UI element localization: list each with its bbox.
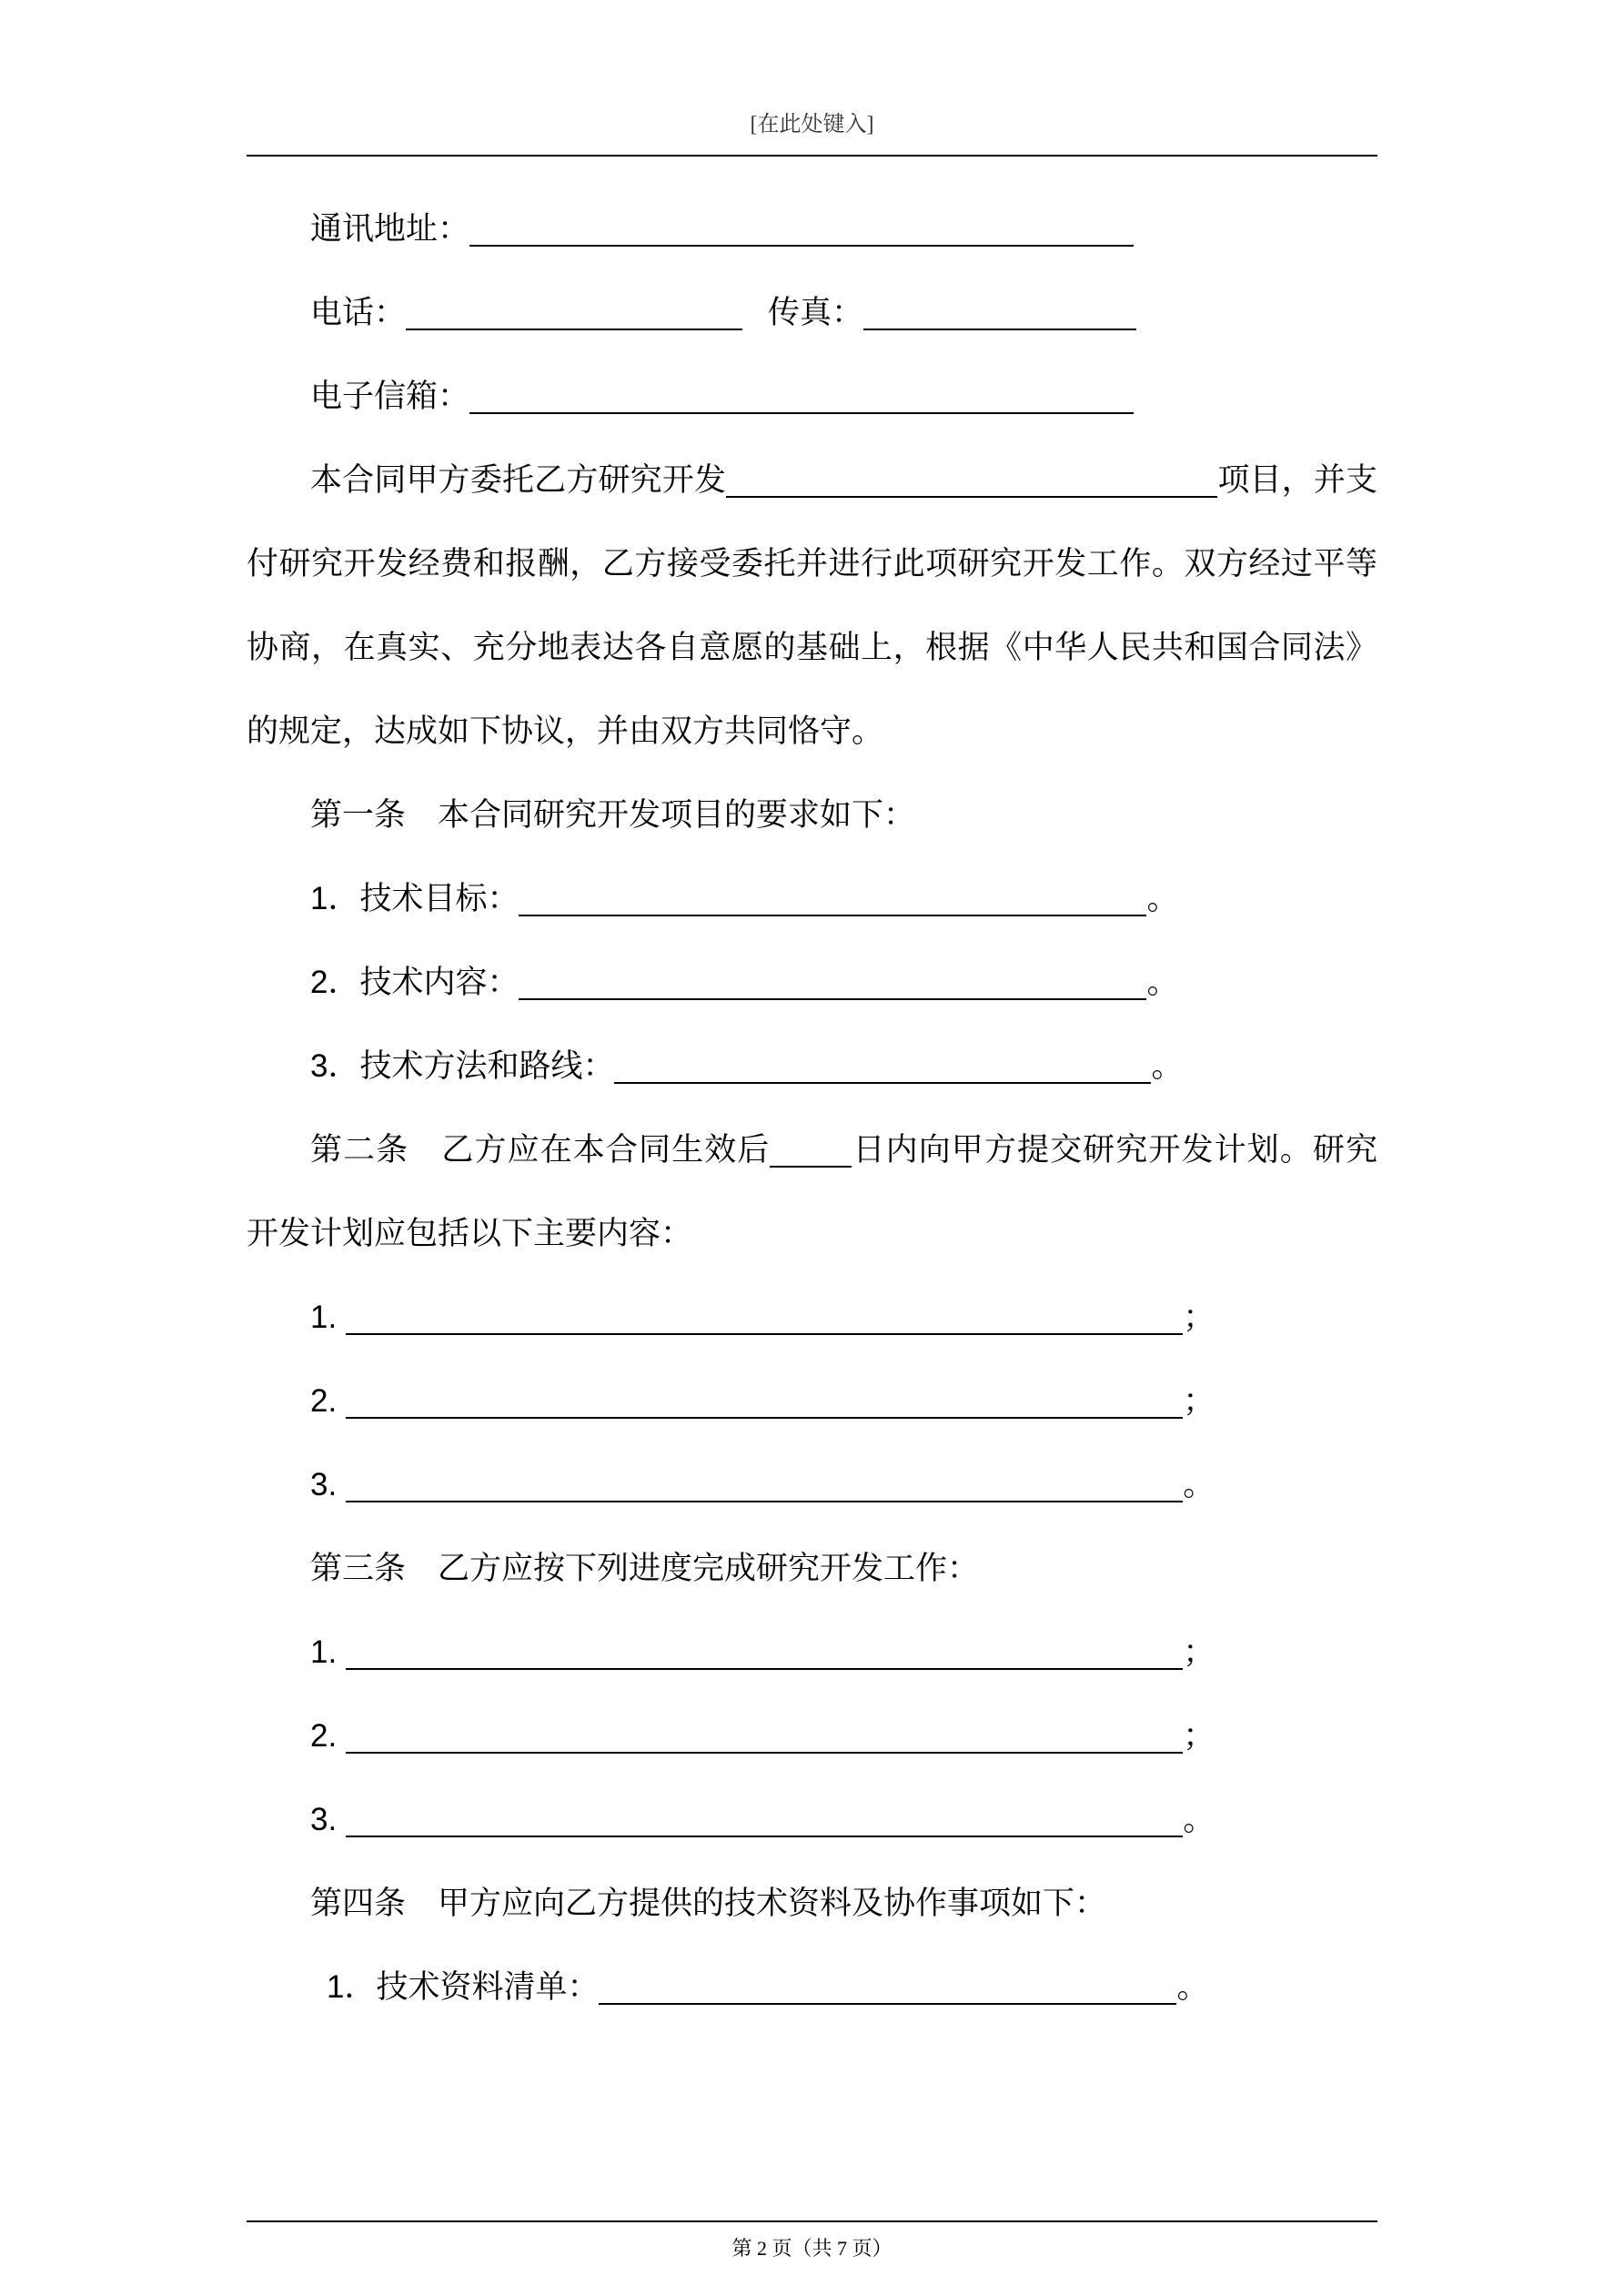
tech-method-blank — [614, 1073, 1151, 1084]
article3-heading: 第三条 乙方应按下列进度完成研究开发工作： — [310, 1551, 980, 1586]
phone-label: 电话： — [310, 295, 407, 330]
article1-item-3-label: 3．技术方法和路线： — [310, 1048, 615, 1084]
article2-item-3-tail: 。 — [1183, 1467, 1215, 1502]
article2-item-1-label: 1. — [310, 1300, 338, 1335]
intro-lead: 本合同甲方委托乙方研究开发 — [310, 462, 727, 498]
article2-item-2-tail: ； — [1183, 1383, 1215, 1419]
article2-item-2-blank — [346, 1408, 1183, 1419]
contact-phone-fax-line — [247, 271, 1377, 355]
article4-item-1-label: 1．技术资料清单： — [327, 1969, 600, 2005]
article4-heading: 第四条 甲方应向乙方提供的技术资料及协作事项如下： — [310, 1886, 1107, 1921]
article3-item-2-blank — [346, 1743, 1183, 1754]
article2-lead: 第二条 乙方应在本合同生效后 — [310, 1132, 771, 1168]
contact-email-line — [247, 355, 1377, 439]
address-label: 通讯地址： — [310, 211, 470, 247]
article2-item-3 — [247, 1443, 1377, 1527]
intro-rest: 项目，并支付研究开发经费和报酬，乙方接受委托并进行此项研究开发工作。双方经过平等协商，在真实、充分地表达各自意愿的基础上，根据《中华人民共和国合同法》的规定，达成如下协议，并由双方共同恪守。 — [247, 462, 1377, 749]
article4-item-1 — [247, 1946, 1377, 2029]
article3-item-3-blank — [346, 1826, 1183, 1837]
tech-doc-list-blank — [599, 1994, 1176, 2005]
article2-item-3-label: 3. — [310, 1467, 338, 1502]
page-footer — [247, 2220, 1377, 2261]
article1-item-1 — [247, 857, 1377, 941]
fax-label: 传真： — [768, 295, 864, 330]
article1-heading: 第一条 本合同研究开发项目的要求如下： — [310, 797, 916, 833]
article1-item-2 — [247, 941, 1377, 1025]
tech-goal-blank — [519, 905, 1146, 916]
address-blank — [469, 236, 1134, 247]
email-label: 电子信箱： — [310, 379, 470, 414]
project-name-blank — [726, 487, 1217, 498]
fax-blank — [863, 319, 1136, 330]
article2-item-1-tail: ； — [1183, 1300, 1215, 1335]
contact-address-line — [247, 187, 1377, 271]
page-header — [247, 0, 1377, 157]
header-rule — [247, 155, 1377, 157]
days-blank — [770, 1157, 852, 1168]
article2-item-2 — [247, 1360, 1377, 1443]
article1-item-1-label: 1．技术目标： — [310, 881, 519, 916]
footer-rule — [247, 2220, 1377, 2222]
email-blank — [469, 403, 1134, 414]
header-placeholder: [在此处键入] — [750, 113, 874, 137]
article3-item-2 — [247, 1694, 1377, 1778]
tech-content-blank — [519, 989, 1146, 1000]
article3-item-3 — [247, 1778, 1377, 1862]
article2-heading — [247, 1108, 1377, 1276]
article3-item-1-tail: ； — [1183, 1634, 1215, 1670]
intro-paragraph — [247, 439, 1377, 774]
article2-item-3-blank — [346, 1492, 1183, 1502]
article2-item-1-blank — [346, 1324, 1183, 1335]
article3-item-2-tail: ； — [1183, 1718, 1215, 1754]
article3-item-3-tail: 。 — [1183, 1802, 1215, 1837]
article1-item-3 — [247, 1025, 1377, 1108]
document-body — [247, 178, 1377, 2029]
article1-item-1-tail: 。 — [1146, 881, 1179, 916]
article3-item-1-blank — [346, 1659, 1183, 1670]
article3-item-2-label: 2. — [310, 1718, 338, 1754]
article1-item-3-tail: 。 — [1151, 1048, 1184, 1084]
article2-item-2-label: 2. — [310, 1383, 338, 1419]
page-number: 第 2 页（共 7 页） — [731, 2237, 893, 2260]
article2-item-1 — [247, 1276, 1377, 1360]
article3-item-1-label: 1. — [310, 1634, 338, 1670]
article4-item-1-tail: 。 — [1176, 1969, 1209, 2005]
article1-item-2-label: 2．技术内容： — [310, 965, 519, 1000]
phone-blank — [406, 319, 742, 330]
article3-item-3-label: 3. — [310, 1802, 338, 1837]
article2-rest: 日内向甲方提交研究开发计划。研究开发计划应包括以下主要内容： — [247, 1132, 1377, 1251]
article1-item-2-tail: 。 — [1146, 965, 1179, 1000]
article3-item-1 — [247, 1611, 1377, 1694]
